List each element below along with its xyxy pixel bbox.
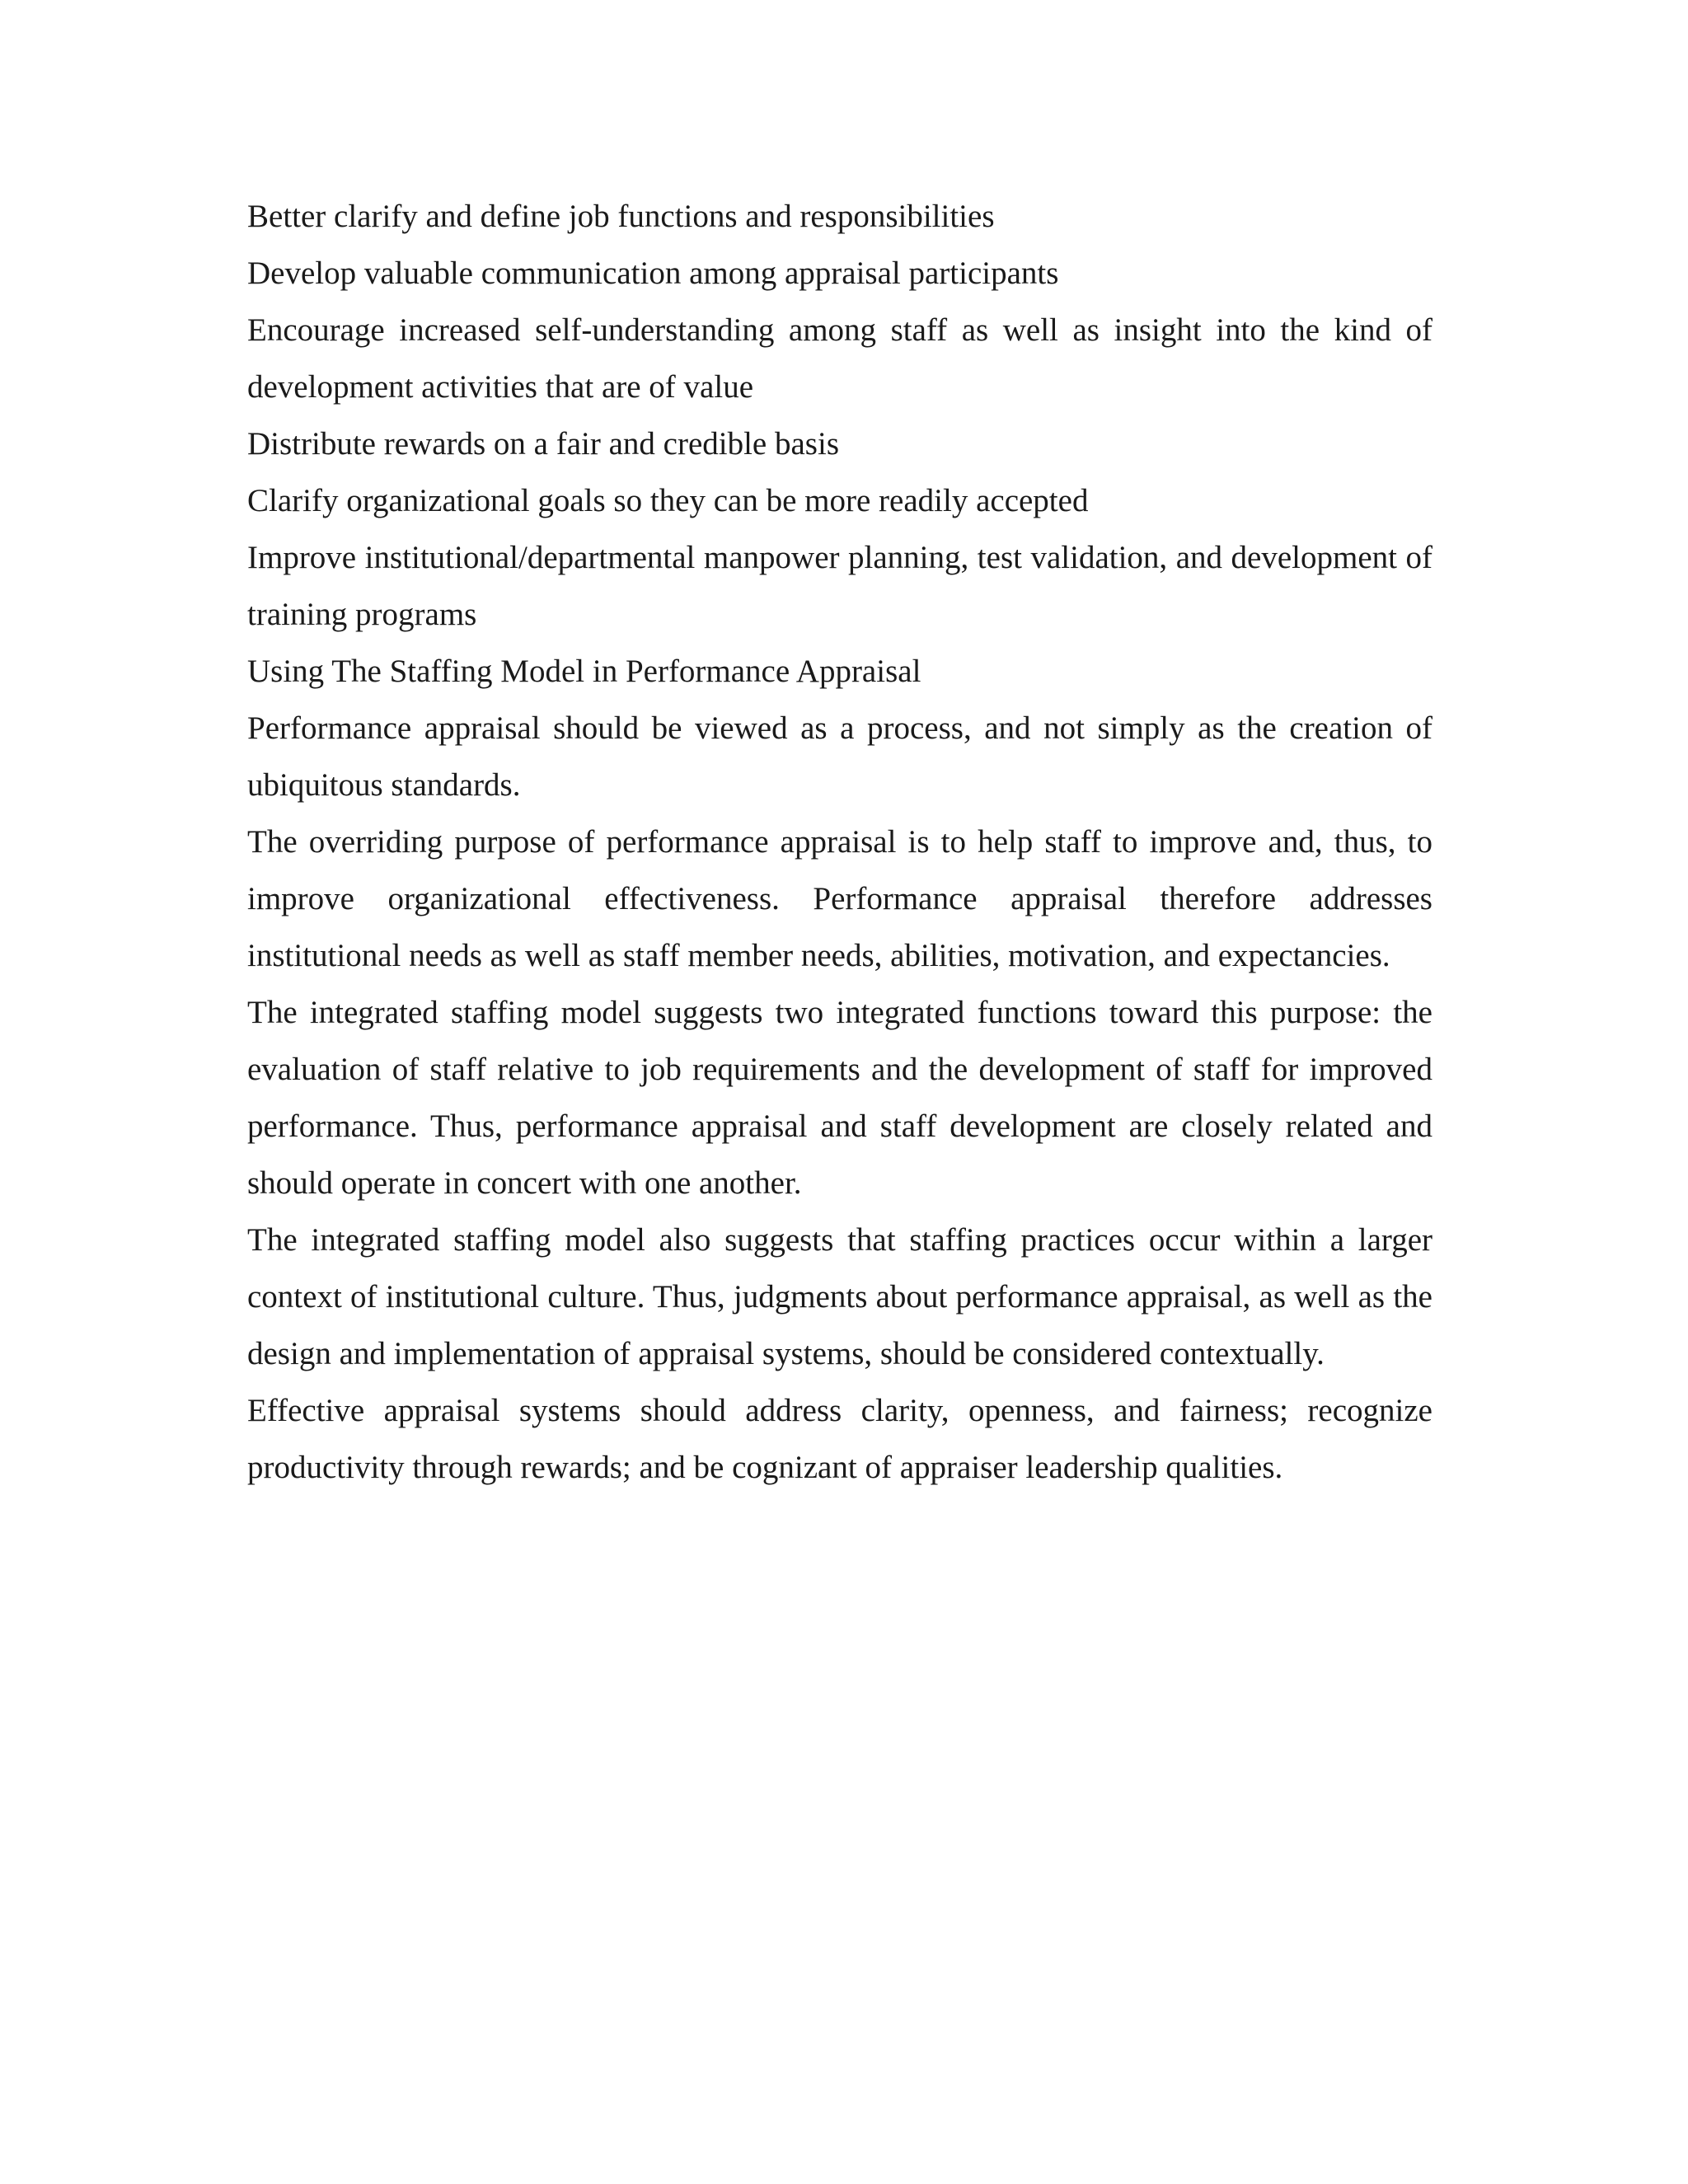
section-heading: Using The Staffing Model in Performance Appraisal <box>247 654 921 689</box>
paragraph-1: Better clarify and define job functions and responsibilities <box>247 199 995 234</box>
paragraph-2: Develop valuable communication among appraisal participants <box>247 255 1059 291</box>
paragraph-4: Distribute rewards on a fair and credible basis <box>247 426 839 462</box>
paragraph-9: The overriding purpose of performance appraisal is to help staff to improve and, thus, to improve organizational effectiveness. Performance appraisal therefore addresses institutional needs as well as staff member needs, abilities, motivation, and expectancies. <box>247 824 1432 973</box>
paragraph-12: Effective appraisal systems should address clarity, openness, and fairness; recognize productivity through rewards; and be cognizant of appraiser leadership qualities. <box>247 1393 1432 1485</box>
paragraph-11: The integrated staffing model also suggests that staffing practices occur within a larger context of institutional culture. Thus, judgments about performance appraisal, as well as the design and implementation of appraisal systems, should be considered contextually. <box>247 1222 1432 1371</box>
paragraph-6: Improve institutional/departmental manpower planning, test validation, and development of training programs <box>247 540 1432 632</box>
paragraph-8: Performance appraisal should be viewed as a process, and not simply as the creation of ubiquitous standards. <box>247 710 1432 803</box>
paragraph-3: Encourage increased self-understanding among staff as well as insight into the kind of development activities that are of value <box>247 312 1432 405</box>
document-body <box>247 188 1432 1496</box>
paragraph-10: The integrated staffing model suggests two integrated functions toward this purpose: the evaluation of staff relative to job requirements and the development of staff for improved performance. Thus, performance appraisal and staff development are closely related and should operate in concert with one another. <box>247 995 1432 1201</box>
paragraph-5: Clarify organizational goals so they can be more readily accepted <box>247 483 1089 518</box>
